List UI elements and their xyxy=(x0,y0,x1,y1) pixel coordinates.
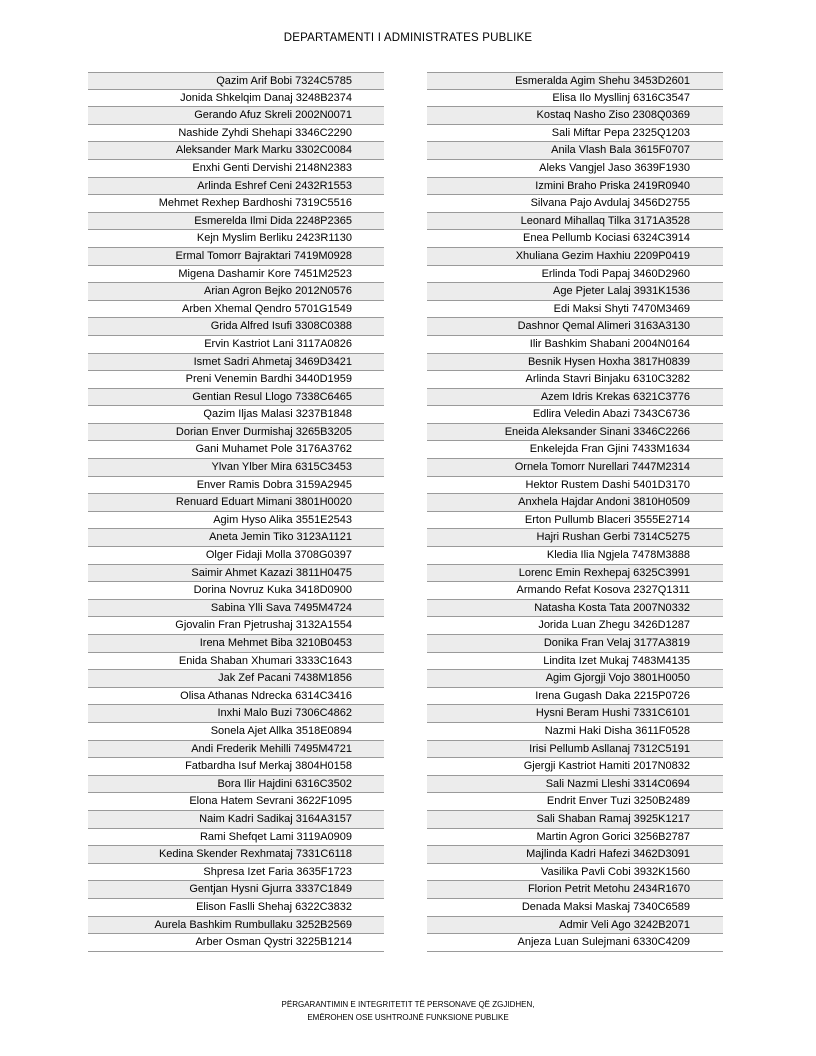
list-item: Irena Gugash Daka 2215P0726 xyxy=(427,688,723,706)
list-item: Armando Refat Kosova 2327Q1311 xyxy=(427,582,723,600)
list-item: Anxhela Hajdar Andoni 3810H0509 xyxy=(427,494,723,512)
list-item: Jonida Shkelqim Danaj 3248B2374 xyxy=(88,90,384,108)
list-item: Denada Maksi Maskaj 7340C6589 xyxy=(427,899,723,917)
list-item: Endrit Enver Tuzi 3250B2489 xyxy=(427,793,723,811)
list-item: Esmeralda Agim Shehu 3453D2601 xyxy=(427,72,723,90)
list-item: Sali Shaban Ramaj 3925K1217 xyxy=(427,811,723,829)
list-item: Saimir Ahmet Kazazi 3811H0475 xyxy=(88,565,384,583)
list-item: Ylvan Ylber Mira 6315C3453 xyxy=(88,459,384,477)
list-item: Agim Hyso Alika 3551E2543 xyxy=(88,512,384,530)
list-item: Sabina Ylli Sava 7495M4724 xyxy=(88,600,384,618)
list-item: Irisi Pellumb Asllanaj 7312C5191 xyxy=(427,741,723,759)
list-item: Kejn Myslim Berliku 2423R1130 xyxy=(88,230,384,248)
list-item: Migena Dashamir Kore 7451M2523 xyxy=(88,266,384,284)
list-item: Elisa Ilo Mysllinj 6316C3547 xyxy=(427,90,723,108)
list-item: Nazmi Haki Disha 3611F0528 xyxy=(427,723,723,741)
list-item: Jorida Luan Zhegu 3426D1287 xyxy=(427,617,723,635)
list-item: Dashnor Qemal Alimeri 3163A3130 xyxy=(427,318,723,336)
page-title: DEPARTAMENTI I ADMINISTRATES PUBLIKE xyxy=(283,32,533,44)
list-item: Aurela Bashkim Rumbullaku 3252B2569 xyxy=(88,917,384,935)
footer-line-1: PËRGARANTIMIN E INTEGRITETIT TË PERSONAVE QË ZGJIDHEN, xyxy=(281,1000,535,1009)
list-item: Elona Hatem Sevrani 3622F1095 xyxy=(88,793,384,811)
list-item: Aleksander Mark Marku 3302C0084 xyxy=(88,142,384,160)
list-item: Esmerelda Ilmi Dida 2248P2365 xyxy=(88,213,384,231)
list-item: Izmini Braho Priska 2419R0940 xyxy=(427,178,723,196)
list-item: Natasha Kosta Tata 2007N0332 xyxy=(427,600,723,618)
list-item: Gjergji Kastriot Hamiti 2017N0832 xyxy=(427,758,723,776)
list-item: Gentjan Hysni Gjurra 3337C1849 xyxy=(88,881,384,899)
list-item: Vasilika Pavli Cobi 3932K1560 xyxy=(427,864,723,882)
list-item: Admir Veli Ago 3242B2071 xyxy=(427,917,723,935)
list-item: Gentian Resul Llogo 7338C6465 xyxy=(88,389,384,407)
footer-line-2: EMËROHEN OSE USHTROJNË FUNKSIONE PUBLIKE xyxy=(307,1013,509,1022)
list-item: Fatbardha Isuf Merkaj 3804H0158 xyxy=(88,758,384,776)
list-item: Inxhi Malo Buzi 7306C4862 xyxy=(88,705,384,723)
list-item: Erton Pullumb Blaceri 3555E2714 xyxy=(427,512,723,530)
list-item: Dorina Novruz Kuka 3418D0900 xyxy=(88,582,384,600)
list-item: Kedina Skender Rexhmataj 7331C6118 xyxy=(88,846,384,864)
list-item: Leonard Mihallaq Tilka 3171A3528 xyxy=(427,213,723,231)
list-item: Jak Zef Pacani 7438M1856 xyxy=(88,670,384,688)
list-item: Hektor Rustem Dashi 5401D3170 xyxy=(427,477,723,495)
list-item: Olisa Athanas Ndrecka 6314C3416 xyxy=(88,688,384,706)
left-name-list xyxy=(88,72,384,952)
list-item: Nashide Zyhdi Shehapi 3346C2290 xyxy=(88,125,384,143)
list-item: Enida Shaban Xhumari 3333C1643 xyxy=(88,653,384,671)
list-item: Lorenc Emin Rexhepaj 6325C3991 xyxy=(427,565,723,583)
list-item: Shpresa Izet Faria 3635F1723 xyxy=(88,864,384,882)
list-item: Olger Fidaji Molla 3708G0397 xyxy=(88,547,384,565)
list-item: Ermal Tomorr Bajraktari 7419M0928 xyxy=(88,248,384,266)
list-item: Sali Nazmi Lleshi 3314C0694 xyxy=(427,776,723,794)
list-item: Renuard Eduart Mimani 3801H0020 xyxy=(88,494,384,512)
list-item: Enxhi Genti Dervishi 2148N2383 xyxy=(88,160,384,178)
list-item: Silvana Pajo Avdulaj 3456D2755 xyxy=(427,195,723,213)
list-item: Naim Kadri Sadikaj 3164A3157 xyxy=(88,811,384,829)
list-item: Ismet Sadri Ahmetaj 3469D3421 xyxy=(88,354,384,372)
list-item: Qazim Iljas Malasi 3237B1848 xyxy=(88,406,384,424)
list-item: Kledia Ilia Ngjela 7478M3888 xyxy=(427,547,723,565)
list-item: Irena Mehmet Biba 3210B0453 xyxy=(88,635,384,653)
list-item: Majlinda Kadri Hafezi 3462D3091 xyxy=(427,846,723,864)
list-item: Ilir Bashkim Shabani 2004N0164 xyxy=(427,336,723,354)
list-item: Eneida Aleksander Sinani 3346C2266 xyxy=(427,424,723,442)
list-item: Arber Osman Qystri 3225B1214 xyxy=(88,934,384,952)
list-item: Agim Gjorgji Vojo 3801H0050 xyxy=(427,670,723,688)
list-item: Andi Frederik Mehilli 7495M4721 xyxy=(88,741,384,759)
list-item: Qazim Arif Bobi 7324C5785 xyxy=(88,72,384,90)
list-item: Ervin Kastriot Lani 3117A0826 xyxy=(88,336,384,354)
list-item: Edlira Veledin Abazi 7343C6736 xyxy=(427,406,723,424)
list-item: Arlinda Stavri Binjaku 6310C3282 xyxy=(427,371,723,389)
list-item: Mehmet Rexhep Bardhoshi 7319C5516 xyxy=(88,195,384,213)
list-item: Erlinda Todi Papaj 3460D2960 xyxy=(427,266,723,284)
list-item: Edi Maksi Shyti 7470M3469 xyxy=(427,301,723,319)
list-item: Florion Petrit Metohu 2434R1670 xyxy=(427,881,723,899)
list-item: Anila Vlash Bala 3615F0707 xyxy=(427,142,723,160)
list-item: Enkelejda Fran Gjini 7433M1634 xyxy=(427,441,723,459)
list-item: Age Pjeter Lalaj 3931K1536 xyxy=(427,283,723,301)
list-item: Aleks Vangjel Jaso 3639F1930 xyxy=(427,160,723,178)
list-item: Sali Miftar Pepa 2325Q1203 xyxy=(427,125,723,143)
list-item: Arian Agron Bejko 2012N0576 xyxy=(88,283,384,301)
list-item: Aneta Jemin Tiko 3123A1121 xyxy=(88,529,384,547)
list-item: Gjovalin Fran Pjetrushaj 3132A1554 xyxy=(88,617,384,635)
list-item: Azem Idris Krekas 6321C3776 xyxy=(427,389,723,407)
list-item: Ornela Tomorr Nurellari 7447M2314 xyxy=(427,459,723,477)
list-item: Arben Xhemal Qendro 5701G1549 xyxy=(88,301,384,319)
list-item: Hysni Beram Hushi 7331C6101 xyxy=(427,705,723,723)
list-item: Hajri Rushan Gerbi 7314C5275 xyxy=(427,529,723,547)
list-item: Sonela Ajet Allka 3518E0894 xyxy=(88,723,384,741)
list-item: Lindita Izet Mukaj 7483M4135 xyxy=(427,653,723,671)
list-item: Arlinda Eshref Ceni 2432R1553 xyxy=(88,178,384,196)
list-item: Dorian Enver Durmishaj 3265B3205 xyxy=(88,424,384,442)
list-item: Martin Agron Gorici 3256B2787 xyxy=(427,829,723,847)
list-item: Donika Fran Velaj 3177A3819 xyxy=(427,635,723,653)
list-item: Grida Alfred Isufi 3308C0388 xyxy=(88,318,384,336)
page-footer xyxy=(0,998,816,1024)
list-item: Gani Muhamet Pole 3176A3762 xyxy=(88,441,384,459)
right-name-list xyxy=(427,72,723,952)
list-item: Bora Ilir Hajdini 6316C3502 xyxy=(88,776,384,794)
list-item: Rami Shefqet Lami 3119A0909 xyxy=(88,829,384,847)
list-item: Gerando Afuz Skreli 2002N0071 xyxy=(88,107,384,125)
list-item: Enver Ramis Dobra 3159A2945 xyxy=(88,477,384,495)
list-item: Elison Faslli Shehaj 6322C3832 xyxy=(88,899,384,917)
list-item: Enea Pellumb Kociasi 6324C3914 xyxy=(427,230,723,248)
list-item: Anjeza Luan Sulejmani 6330C4209 xyxy=(427,934,723,952)
list-item: Kostaq Nasho Ziso 2308Q0369 xyxy=(427,107,723,125)
list-item: Preni Venemin Bardhi 3440D1959 xyxy=(88,371,384,389)
list-item: Besnik Hysen Hoxha 3817H0839 xyxy=(427,354,723,372)
list-item: Xhuliana Gezim Haxhiu 2209P0419 xyxy=(427,248,723,266)
